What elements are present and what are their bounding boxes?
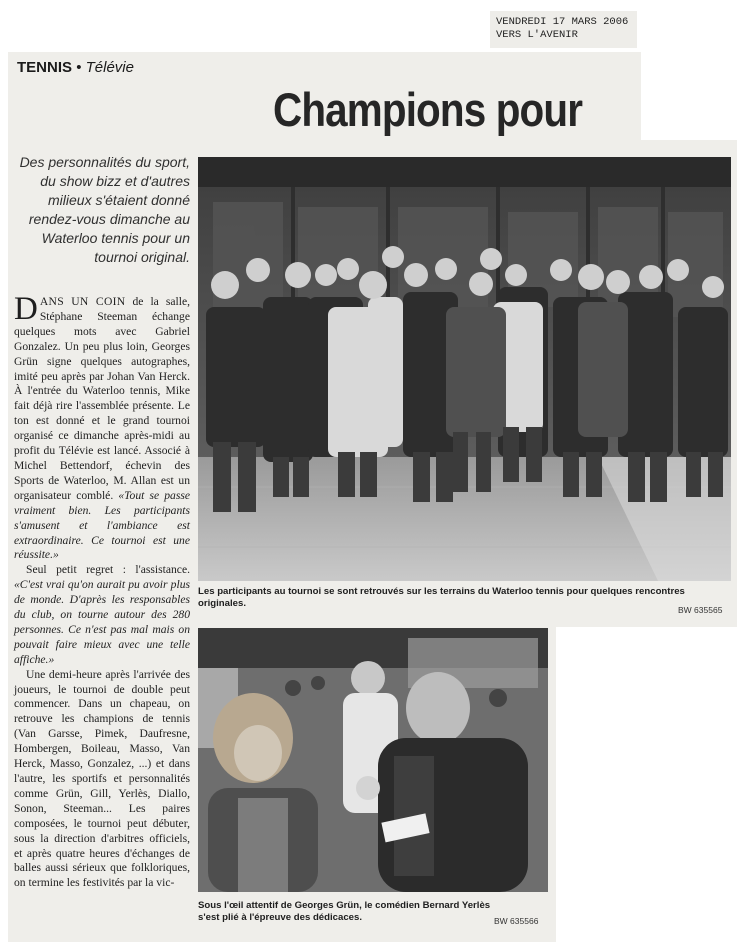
dateline-paper: VERS L'AVENIR [496,29,578,41]
drop-cap: D [14,291,38,327]
rubric-section: TENNIS [17,59,73,76]
body-paragraph-2-quote: «C'est vrai qu'on aurait pu avoir plus de monde. D'après les responsables du club, on tourne autour des 280 personnes. Ce n'est pas mal mais on pouvait faire mieux avec une telle affiche.» [14,578,190,666]
group-photo-image [198,157,731,581]
autograph-photo-caption: Sous l'œil attentif de Georges Grün, le comédien Bernard Yerlès s'est plié à l'épreuve des dédicaces. [198,900,491,923]
body-paragraph-3: Une demi-heure après l'arrivée des joueurs, le tournoi de double peut commencer. Dans un chapeau, on retrouve les champions de tennis (Van Garsse, Pimek, Daufresne, Hombergen, Boileau, Masso, Van Herck, Masso, Gonzalez, ...) et dans l'autre, les sportifs et personnalités comme Grün, Gill, Yerlès, Diallo, Sonon, Steeman... Les paires composées, le tournoi peut débuter, sous la direction d'arbitres officiels, et après quatre heures d'échanges de balles aussi sérieux que folkloriques, on termine les festivités par la vic- [14,667,190,890]
body-paragraph-1-text: de la salle, Stéphane Steeman échange quelques mots avec Gabriel Gonzalez. Un peu plus loin, Georges Grün signe quelques autographes, imité peu après par Johan Van Herck. À l'entrée du Waterloo tennis, Mike fait déjà rire l'assemblée présente. Le ton est donné et le grand tournoi organisé ce dimanche après-midi au profit du Télévie est lancé. Associé à Michel Bettendorf, échevin des Sports de Waterloo, M. Allan est un organisateur comblé. [14,295,190,502]
autograph-photo-credit: BW 635566 [494,916,539,926]
rubric-subsection: Télévie [85,59,134,76]
body-paragraph-2 [14,563,190,667]
article-lead: Des personnalités du sport, du show bizz et d'autres milieux s'étaient donné rendez-vous dimanche au Waterloo tennis pour un tournoi original. [19,154,190,265]
autograph-photo-image [198,628,548,892]
dateline [490,11,637,48]
group-photo-credit: BW 635565 [678,605,723,615]
section-rubric [17,59,134,76]
article-headline: Champions pour [273,83,583,136]
body-paragraph-1 [14,291,190,563]
body-opening-caps: ANS UN COIN [39,295,126,308]
body-paragraph-1-quote: «Tout se passe vraiment bien. Les participants s'amusent et l'ambiance est extraordinaire. Ce tournoi est une réussite.» [14,488,190,562]
body-paragraph-2-text: Seul petit regret : l'assistance. [26,563,190,577]
article-body [14,291,190,891]
autograph-photo [198,628,548,892]
dateline-date: VENDREDI 17 MARS 2006 [496,16,629,28]
rubric-bullet: • [76,59,82,76]
group-photo [198,157,731,581]
group-photo-caption: Les participants au tournoi se sont retrouvés sur les terrains du Waterloo tennis pour quelques rencontres originales. [198,586,685,609]
